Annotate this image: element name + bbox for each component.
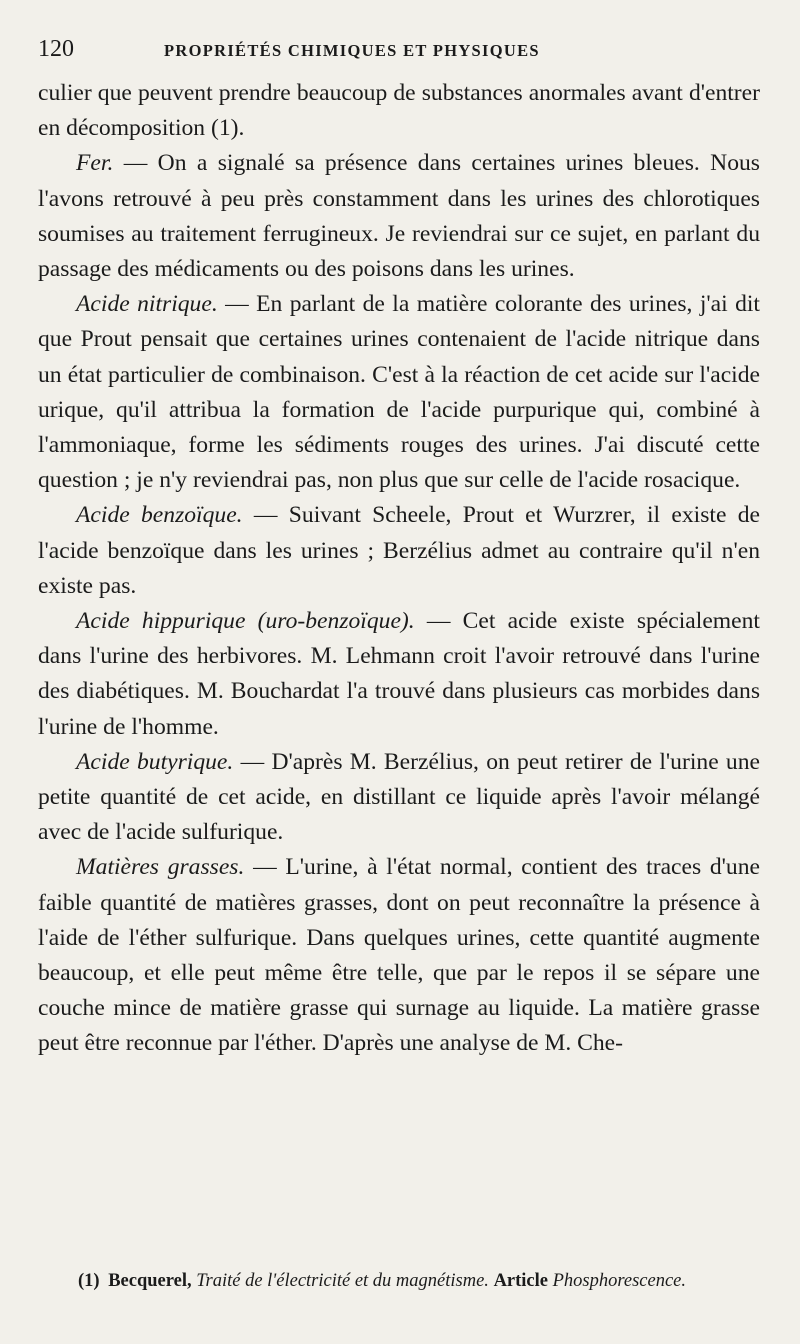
paragraph-acide-nitrique: [38, 287, 760, 498]
body-text: [38, 76, 760, 1062]
paragraph-text: — Suivant Scheele, Prout et Wurzrer, il existe de l'acide benzoïque dans les urines ; Berzélius admet au contraire qu'il n'en existe pas.: [38, 502, 760, 599]
paragraph-term: Acide benzoïque.: [76, 502, 243, 529]
footnote: [78, 1268, 760, 1295]
paragraph-matieres-grasses: [38, 850, 760, 1061]
paragraph-term: Acide butyrique.: [76, 748, 234, 775]
paragraph-text: — On a signalé sa présence dans certaines urines bleues. Nous l'avons retrouvé à peu près constamment dans les urines des chlorotiques soumises au traitement ferrugineux. Je reviendrai sur ce sujet, en parlant du passage des médicaments ou des poisons dans les urines.: [38, 150, 760, 283]
paragraph-term: Matières grasses.: [76, 854, 245, 881]
footnote-author: Becquerel,: [108, 1271, 192, 1291]
paragraph-text: — En parlant de la matière colorante des urines, j'ai dit que Prout pensait que certaines urines contenaient de l'acide nitrique dans un état particulier de combinaison. C'est à la réaction de cet acide sur l'acide urique, qu'il attribua la formation de l'acide purpurique qui, combiné à l'ammoniaque, forme les sédiments rouges des urines. J'ai discuté cette question ; je n'y reviendrai pas, non plus que sur celle de l'acide rosacique.: [38, 291, 760, 494]
paragraph-term: Acide hippurique (uro-benzoïque).: [76, 608, 415, 635]
footnote-title: Traité de l'électricité et du magnétisme.: [196, 1271, 489, 1291]
paragraph-text: culier que peuvent prendre beaucoup de substances anormales avant d'entrer en décomposition (1).: [38, 80, 760, 142]
paragraph-text: — Cet acide existe spécialement dans l'urine des herbivores. M. Lehmann croit l'avoir retrouvé dans l'urine des diabétiques. M. Bouchardat l'a trouvé dans plusieurs cas morbides dans l'urine de l'homme.: [38, 608, 760, 740]
running-title: PROPRIÉTÉS CHIMIQUES ET PHYSIQUES: [164, 41, 540, 60]
paragraph-term: Acide nitrique.: [76, 291, 218, 318]
paragraph-fer: [38, 146, 760, 287]
footnote-article-title: Phosphorescence.: [552, 1271, 687, 1291]
paragraph-acide-hippurique: [38, 604, 760, 745]
paragraph-text: — D'après M. Berzélius, on peut retirer de l'urine une petite quantité de cet acide, en distillant ce liquide après l'avoir mélangé avec de l'acide sulfurique.: [38, 748, 760, 846]
paragraph-continuation: [38, 76, 760, 146]
paragraph-text: — L'urine, à l'état normal, contient des traces d'une faible quantité de matières grasses, dont on peut reconnaître la présence à l'aide de l'éther sulfurique. Dans quelques urines, cette quantité augmente beaucoup, et elle peut même être telle, que par le repos il se sépare une couche mince de matière grasse qui surnage au liquide. La matière grasse peut être reconnue par l'éther. D'après une analyse de M. Che-: [38, 854, 760, 1057]
paragraph-acide-butyrique: [38, 745, 760, 851]
footnote-mark: (1): [78, 1271, 100, 1291]
page-number: 120: [38, 36, 74, 62]
running-head: [38, 36, 760, 76]
footnote-article-label: Article: [493, 1271, 548, 1291]
paragraph-acide-benzoique: [38, 498, 760, 604]
paragraph-term: Fer.: [76, 150, 114, 177]
